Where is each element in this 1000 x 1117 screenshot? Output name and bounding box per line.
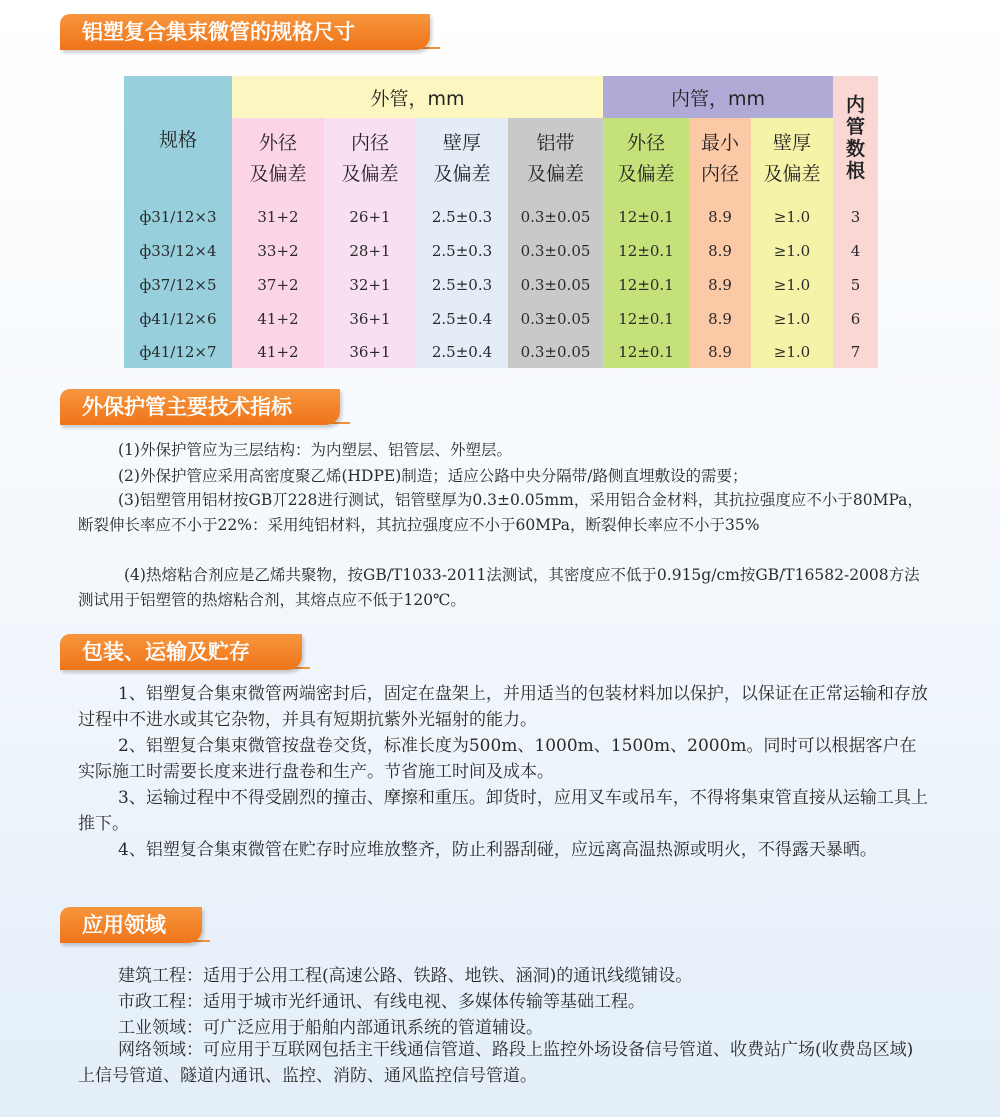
cell-inner-count: 6 — [833, 302, 878, 335]
header-line: 最小 — [700, 132, 739, 154]
packaging-item-1: 1、铝塑复合集束微管两端密封后，固定在盘架上，并用适当的包装材料加以保护，以保证在正常运输和存放过程中不进水或其它杂物，并具有短期抗紫外光辐射的能力。 — [78, 684, 928, 730]
cell-outer-al-tape: 0.3±0.05 — [508, 200, 603, 234]
packaging-item-2: 2、铝塑复合集束微管按盘卷交货，标准长度为500m、1000m、1500m、2000m。同时可以根据客户在实际施工时需要长度来进行盘卷和生产。节省施工时间及成本。 — [78, 736, 917, 782]
header-inner-count-text: 内管数根 — [845, 94, 865, 182]
header-outer-tube: 外管，mm — [232, 76, 603, 118]
spec-table — [124, 76, 878, 368]
header-line: 及偏差 — [249, 163, 307, 185]
row-spec: ф41/12×6 — [124, 302, 232, 335]
header-line: 内径 — [350, 132, 389, 154]
cell-outer-al-tape: 0.3±0.05 — [508, 302, 603, 335]
application-item-2: 市政工程：适用于城市光纤通讯、有线电视、多媒体传输等基础工程。 — [118, 992, 645, 1012]
header-inner-min-id — [689, 118, 751, 200]
header-line: 及偏差 — [341, 163, 399, 185]
cell-inner-wall: ≥1.0 — [751, 302, 833, 335]
tech-item-3: (3)铝塑管用铝材按GB丌228进行测试，铝管壁厚为0.3±0.05mm，采用铝合金材料，其抗拉强度应不小于80MPa，断裂伸长率应不小于22%：采用纯铝材料，其抗拉强度应不小于60MPa，断裂伸长率应不小于35% — [78, 491, 923, 534]
cell-inner-min-id: 8.9 — [689, 302, 751, 335]
cell-inner-count: 7 — [833, 335, 878, 368]
header-line: 及偏差 — [763, 163, 821, 185]
row-spec: ф37/12×5 — [124, 268, 232, 302]
header-line: 外径 — [258, 132, 297, 154]
cell-outer-id: 28+1 — [324, 234, 416, 268]
cell-outer-od: 41+2 — [232, 335, 324, 368]
packaging-item-3: 3、运输过程中不得受剧烈的撞击、摩擦和重压。卸货时，应用叉车或吊车，不得将集束管直接从运输工具上推下。 — [78, 788, 928, 834]
header-line: 外径 — [626, 132, 665, 154]
application-item-4: 网络领域：可应用于互联网包括主干线通信管道、路段上监控外场设备信号管道、收费站广场(收费岛区域)上信号管道、隧道内通讯、监控、消防、通风监控信号管道。 — [78, 1040, 914, 1086]
cell-outer-id: 36+1 — [324, 335, 416, 368]
section-title-application: 应用领域 — [60, 907, 202, 943]
cell-outer-od: 41+2 — [232, 302, 324, 335]
cell-inner-wall: ≥1.0 — [751, 200, 833, 234]
header-outer-id — [324, 118, 416, 200]
tech-item-1: (1)外保护管应为三层结构：为内塑层、铝管层、外塑层。 — [118, 441, 512, 459]
cell-outer-al-tape: 0.3±0.05 — [508, 234, 603, 268]
header-line: 壁厚 — [772, 132, 811, 154]
row-spec: ф41/12×7 — [124, 335, 232, 368]
header-inner-tube: 内管，mm — [603, 76, 833, 118]
header-inner-count — [833, 76, 878, 200]
application-item-1: 建筑工程：适用于公用工程(高速公路、铁路、地铁、涵洞)的通讯线缆铺设。 — [118, 966, 693, 986]
application-item-3: 工业领域：可广泛应用于船舶内部通讯系统的管道辅设。 — [118, 1018, 543, 1038]
header-outer-wall — [416, 118, 508, 200]
header-outer-al-tape — [508, 118, 603, 200]
cell-inner-min-id: 8.9 — [689, 234, 751, 268]
header-inner-wall — [751, 118, 833, 200]
header-line: 壁厚 — [442, 132, 481, 154]
header-spec: 规格 — [124, 76, 232, 200]
cell-inner-min-id: 8.9 — [689, 335, 751, 368]
cell-inner-count: 3 — [833, 200, 878, 234]
cell-inner-count: 5 — [833, 268, 878, 302]
section-title-spec: 铝塑复合集束微管的规格尺寸 — [60, 14, 430, 50]
cell-outer-wall: 2.5±0.3 — [416, 268, 508, 302]
cell-inner-od: 12±0.1 — [603, 234, 689, 268]
cell-inner-od: 12±0.1 — [603, 335, 689, 368]
cell-outer-al-tape: 0.3±0.05 — [508, 335, 603, 368]
packaging-item-4: 4、铝塑复合集束微管在贮存时应堆放整齐，防止利器刮碰，应远离高温热源或明火，不得露天暴晒。 — [118, 840, 877, 860]
header-line: 及偏差 — [617, 163, 675, 185]
cell-inner-od: 12±0.1 — [603, 302, 689, 335]
cell-outer-id: 36+1 — [324, 302, 416, 335]
header-line: 及偏差 — [433, 163, 491, 185]
section-title-tech: 外保护管主要技术指标 — [60, 389, 340, 425]
cell-inner-min-id: 8.9 — [689, 200, 751, 234]
row-spec: ф33/12×4 — [124, 234, 232, 268]
section-title-packaging: 包装、运输及贮存 — [60, 634, 302, 670]
cell-outer-wall: 2.5±0.3 — [416, 234, 508, 268]
cell-outer-od: 37+2 — [232, 268, 324, 302]
cell-outer-id: 32+1 — [324, 268, 416, 302]
cell-inner-wall: ≥1.0 — [751, 335, 833, 368]
header-outer-od — [232, 118, 324, 200]
cell-inner-min-id: 8.9 — [689, 268, 751, 302]
cell-inner-wall: ≥1.0 — [751, 234, 833, 268]
cell-outer-al-tape: 0.3±0.05 — [508, 268, 603, 302]
row-spec: ф31/12×3 — [124, 200, 232, 234]
cell-outer-wall: 2.5±0.4 — [416, 335, 508, 368]
header-line: 内径 — [700, 163, 739, 185]
cell-outer-wall: 2.5±0.4 — [416, 302, 508, 335]
tech-item-4: (4)热熔粘合剂应是乙烯共聚物，按GB/T1033-2011法测试，其密度应不低于0.915g/cm按GB/T16582-2008方法测试用于铝塑管的热熔粘合剂，其熔点应不低于120℃。 — [78, 566, 920, 609]
header-inner-od — [603, 118, 689, 200]
cell-outer-id: 26+1 — [324, 200, 416, 234]
cell-inner-count: 4 — [833, 234, 878, 268]
tech-item-2: (2)外保护管应采用高密度聚乙烯(HDPE)制造；适应公路中央分隔带/路侧直埋敷设的需要； — [118, 467, 748, 485]
cell-inner-od: 12±0.1 — [603, 200, 689, 234]
cell-outer-od: 33+2 — [232, 234, 324, 268]
cell-outer-od: 31+2 — [232, 200, 324, 234]
header-line: 及偏差 — [526, 163, 584, 185]
cell-inner-od: 12±0.1 — [603, 268, 689, 302]
cell-outer-wall: 2.5±0.3 — [416, 200, 508, 234]
cell-inner-wall: ≥1.0 — [751, 268, 833, 302]
header-line: 铝带 — [536, 132, 575, 154]
